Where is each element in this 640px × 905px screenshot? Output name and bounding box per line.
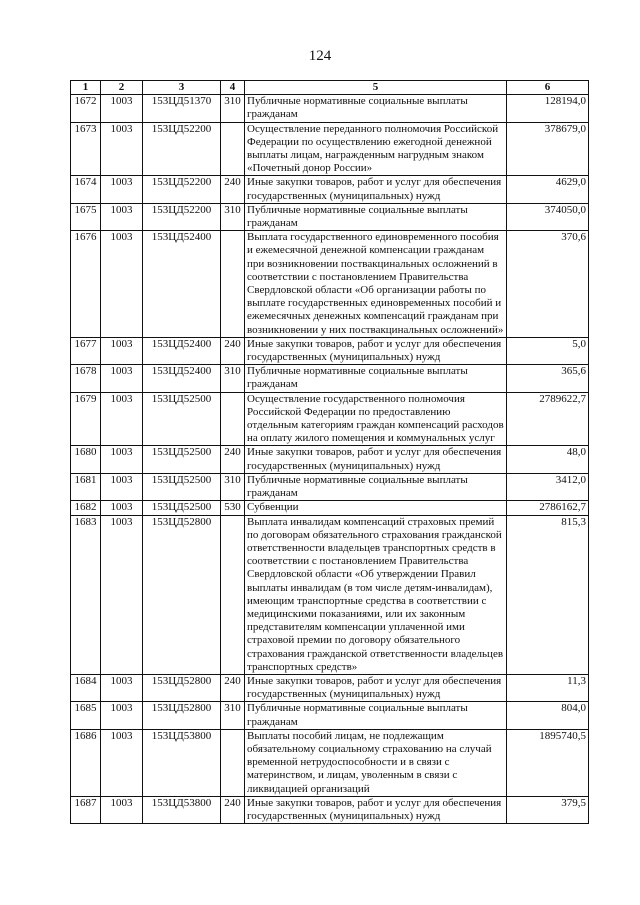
cell-section: 1003 (101, 176, 143, 203)
cell-target: 153ЦД52200 (143, 176, 221, 203)
cell-amount: 2786162,7 (507, 501, 589, 515)
cell-type (221, 729, 245, 796)
cell-n: 1686 (71, 729, 101, 796)
cell-name: Выплата инвалидам компенсаций страховых премий по договорам обязательного страхования гражданской ответственности владельцев транспортных средств в соответствии с постановлением Правительства Свердловской области «Об утверждении Правил выплаты инвалидам (в том числе детям-инвалидам), имеющим транспортные средства в соответствии с медицинскими показаниями, или их законным представителям компенсации уплаченной ими страховой премии по договору обязательного страхования гражданской ответственности владельцев транспортных средств» (245, 515, 507, 674)
header-row (71, 81, 589, 95)
cell-type: 240 (221, 337, 245, 364)
cell-section: 1003 (101, 95, 143, 122)
cell-type (221, 392, 245, 446)
column-header: 1 (71, 81, 101, 95)
cell-amount: 815,3 (507, 515, 589, 674)
cell-n: 1677 (71, 337, 101, 364)
table-row (71, 515, 589, 674)
cell-section: 1003 (101, 501, 143, 515)
column-header: 3 (143, 81, 221, 95)
cell-type (221, 515, 245, 674)
cell-amount: 374050,0 (507, 203, 589, 230)
table-row (71, 473, 589, 500)
cell-name: Иные закупки товаров, работ и услуг для обеспечения государственных (муниципальных) нужд (245, 176, 507, 203)
cell-amount: 3412,0 (507, 473, 589, 500)
cell-amount: 128194,0 (507, 95, 589, 122)
cell-type: 310 (221, 365, 245, 392)
cell-section: 1003 (101, 796, 143, 823)
cell-target: 153ЦД52800 (143, 702, 221, 729)
table-row (71, 446, 589, 473)
cell-name: Осуществление переданного полномочия Российской Федерации по осуществлению ежегодной денежной выплаты лицам, награжденным нагрудным знаком «Почетный донор России» (245, 122, 507, 176)
cell-section: 1003 (101, 392, 143, 446)
cell-type: 240 (221, 796, 245, 823)
cell-n: 1683 (71, 515, 101, 674)
cell-section: 1003 (101, 231, 143, 338)
cell-name: Иные закупки товаров, работ и услуг для обеспечения государственных (муниципальных) нужд (245, 674, 507, 701)
cell-name: Публичные нормативные социальные выплаты гражданам (245, 203, 507, 230)
cell-name: Публичные нормативные социальные выплаты гражданам (245, 702, 507, 729)
table-row (71, 365, 589, 392)
cell-n: 1673 (71, 122, 101, 176)
column-header: 6 (507, 81, 589, 95)
table-row (71, 702, 589, 729)
cell-n: 1687 (71, 796, 101, 823)
table-row (71, 231, 589, 338)
cell-target: 153ЦД52400 (143, 337, 221, 364)
cell-type (221, 231, 245, 338)
cell-type: 240 (221, 674, 245, 701)
cell-name: Иные закупки товаров, работ и услуг для обеспечения государственных (муниципальных) нужд (245, 446, 507, 473)
cell-target: 153ЦД52500 (143, 446, 221, 473)
cell-n: 1678 (71, 365, 101, 392)
cell-n: 1681 (71, 473, 101, 500)
cell-section: 1003 (101, 702, 143, 729)
cell-n: 1674 (71, 176, 101, 203)
cell-type: 310 (221, 203, 245, 230)
cell-type: 310 (221, 473, 245, 500)
cell-n: 1675 (71, 203, 101, 230)
cell-section: 1003 (101, 674, 143, 701)
cell-target: 153ЦД52800 (143, 674, 221, 701)
table-row (71, 176, 589, 203)
cell-amount: 370,6 (507, 231, 589, 338)
cell-type (221, 122, 245, 176)
cell-n: 1680 (71, 446, 101, 473)
cell-name: Публичные нормативные социальные выплаты гражданам (245, 95, 507, 122)
cell-section: 1003 (101, 473, 143, 500)
column-header: 4 (221, 81, 245, 95)
cell-n: 1676 (71, 231, 101, 338)
cell-target: 153ЦД52500 (143, 501, 221, 515)
cell-type: 310 (221, 95, 245, 122)
page-number: 124 (308, 48, 332, 64)
cell-amount: 1895740,5 (507, 729, 589, 796)
cell-section: 1003 (101, 365, 143, 392)
cell-type: 240 (221, 176, 245, 203)
cell-name: Иные закупки товаров, работ и услуг для обеспечения государственных (муниципальных) нужд (245, 337, 507, 364)
column-header: 2 (101, 81, 143, 95)
cell-name: Выплаты пособий лицам, не подлежащим обязательному социальному страхованию на случай временной нетрудоспособности и в связи с материнством, и лицам, уволенным в связи с ликвидацией организаций (245, 729, 507, 796)
cell-amount: 365,6 (507, 365, 589, 392)
cell-amount: 2789622,7 (507, 392, 589, 446)
cell-amount: 4629,0 (507, 176, 589, 203)
table-row (71, 501, 589, 515)
cell-name: Субвенции (245, 501, 507, 515)
table-row (71, 392, 589, 446)
cell-name: Публичные нормативные социальные выплаты гражданам (245, 365, 507, 392)
cell-name: Иные закупки товаров, работ и услуг для обеспечения государственных (муниципальных) нужд (245, 796, 507, 823)
cell-target: 153ЦД52400 (143, 365, 221, 392)
cell-n: 1672 (71, 95, 101, 122)
cell-section: 1003 (101, 122, 143, 176)
cell-section: 1003 (101, 337, 143, 364)
cell-type: 310 (221, 702, 245, 729)
cell-target: 153ЦД52400 (143, 231, 221, 338)
cell-amount: 804,0 (507, 702, 589, 729)
cell-amount: 5,0 (507, 337, 589, 364)
cell-target: 153ЦД51370 (143, 95, 221, 122)
cell-n: 1682 (71, 501, 101, 515)
cell-n: 1684 (71, 674, 101, 701)
table-row (71, 796, 589, 823)
table-row (71, 203, 589, 230)
cell-amount: 378679,0 (507, 122, 589, 176)
table-row (71, 122, 589, 176)
cell-section: 1003 (101, 515, 143, 674)
cell-n: 1685 (71, 702, 101, 729)
cell-target: 153ЦД52500 (143, 473, 221, 500)
table-row (71, 729, 589, 796)
cell-target: 153ЦД52800 (143, 515, 221, 674)
table-row (71, 674, 589, 701)
cell-target: 153ЦД52200 (143, 122, 221, 176)
cell-target: 153ЦД53800 (143, 729, 221, 796)
cell-section: 1003 (101, 203, 143, 230)
cell-name: Осуществление государственного полномочия Российской Федерации по предоставлению отдельным категориям граждан компенсаций расходов на оплату жилого помещения и коммунальных услуг (245, 392, 507, 446)
cell-target: 153ЦД52500 (143, 392, 221, 446)
cell-type: 530 (221, 501, 245, 515)
cell-target: 153ЦД53800 (143, 796, 221, 823)
cell-amount: 379,5 (507, 796, 589, 823)
cell-name: Выплата государственного единовременного пособия и ежемесячной денежной компенсации гражданам при возникновении поствакцинальных осложнений в соответствии с постановлением Правительства Свердловской области «Об организации работы по выплате государственных единовременных пособий и ежемесячных денежных компенсаций гражданам при возникновении у них поствакцинальных осложнений» (245, 231, 507, 338)
cell-amount: 11,3 (507, 674, 589, 701)
cell-target: 153ЦД52200 (143, 203, 221, 230)
cell-n: 1679 (71, 392, 101, 446)
cell-amount: 48,0 (507, 446, 589, 473)
table-row (71, 337, 589, 364)
cell-section: 1003 (101, 729, 143, 796)
cell-type: 240 (221, 446, 245, 473)
budget-table (70, 80, 589, 824)
table-row (71, 95, 589, 122)
cell-name: Публичные нормативные социальные выплаты гражданам (245, 473, 507, 500)
column-header: 5 (245, 81, 507, 95)
cell-section: 1003 (101, 446, 143, 473)
